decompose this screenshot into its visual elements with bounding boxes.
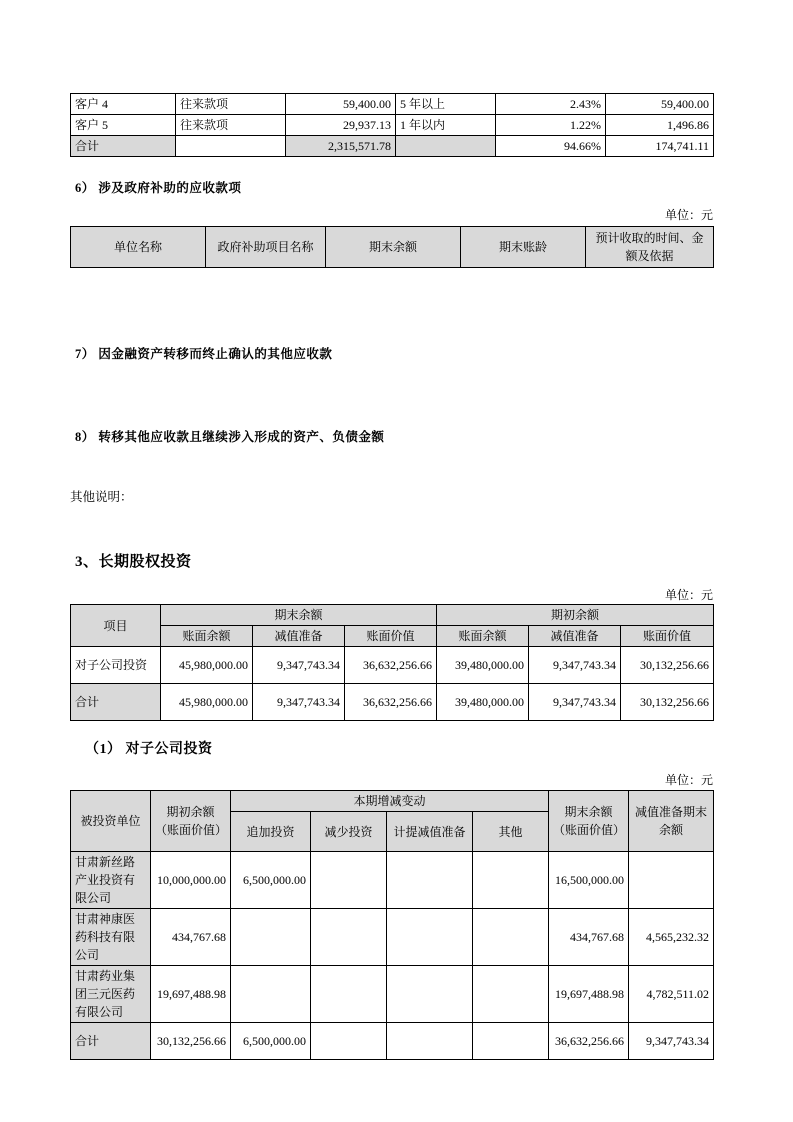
- cell: 9,347,743.34: [629, 1023, 714, 1060]
- cell: 1 年以内: [396, 115, 496, 136]
- column-header: 减值准备: [253, 626, 345, 647]
- column-header: 期初余额（账面价值）: [151, 791, 231, 852]
- table-row: [71, 966, 714, 1023]
- cell: 4,565,232.32: [629, 909, 714, 966]
- cell: 10,000,000.00: [151, 852, 231, 909]
- column-header: 本期增减变动: [231, 791, 549, 812]
- cell: 36,632,256.66: [549, 1023, 629, 1060]
- cell: 94.66%: [496, 136, 606, 157]
- column-header: 期末账龄: [461, 227, 586, 268]
- cell: [311, 909, 387, 966]
- cell: 合计: [71, 136, 176, 157]
- column-header: 账面余额: [437, 626, 529, 647]
- cell: [387, 852, 473, 909]
- cell: 434,767.68: [151, 909, 231, 966]
- cell: [176, 136, 286, 157]
- cell: 6,500,000.00: [231, 1023, 311, 1060]
- table-row-total: [71, 1023, 714, 1060]
- cell: 36,632,256.66: [345, 647, 437, 684]
- table-header-row: [71, 227, 714, 268]
- cell: 16,500,000.00: [549, 852, 629, 909]
- cell: 1,496.86: [606, 115, 714, 136]
- column-header: 减值准备: [529, 626, 621, 647]
- cell: 9,347,743.34: [253, 647, 345, 684]
- cell: 30,132,256.66: [151, 1023, 231, 1060]
- cell: 9,347,743.34: [529, 684, 621, 721]
- subsidiary-investment-heading: （1） 对子公司投资: [85, 742, 213, 757]
- cell: 甘肃新丝路产业投资有限公司: [71, 852, 151, 909]
- section-7-heading: 7） 因金融资产转移而终止确认的其他应收款: [75, 347, 333, 361]
- column-header: 政府补助项目名称: [206, 227, 326, 268]
- cell: 9,347,743.34: [253, 684, 345, 721]
- cell: [311, 852, 387, 909]
- column-header: 项目: [71, 605, 161, 647]
- cell: 5 年以上: [396, 94, 496, 115]
- long-term-investment-heading: 3、长期股权投资: [75, 554, 192, 570]
- table-row: [71, 852, 714, 909]
- table-row-total: [71, 136, 714, 157]
- section-6-heading: 6） 涉及政府补助的应收款项: [75, 181, 242, 195]
- cell: 客户 5: [71, 115, 176, 136]
- cell: [629, 852, 714, 909]
- unit-label: 单位：元: [664, 588, 713, 602]
- cell: 434,767.68: [549, 909, 629, 966]
- cell: 甘肃神康医药科技有限公司: [71, 909, 151, 966]
- cell: 往来款项: [176, 94, 286, 115]
- receivables-table: [70, 93, 714, 157]
- table-row: [71, 647, 714, 684]
- column-header: 期初余额: [437, 605, 714, 626]
- cell: 39,480,000.00: [437, 684, 529, 721]
- cell: 59,400.00: [286, 94, 396, 115]
- cell: 174,741.11: [606, 136, 714, 157]
- cell: 合计: [71, 1023, 151, 1060]
- cell: 甘肃药业集团三元医药有限公司: [71, 966, 151, 1023]
- column-header: 单位名称: [71, 227, 206, 268]
- cell: 合计: [71, 684, 161, 721]
- table-header-row: [71, 605, 714, 626]
- cell: [473, 852, 549, 909]
- cell: [473, 909, 549, 966]
- cell: [311, 1023, 387, 1060]
- table-row: [71, 115, 714, 136]
- cell: [473, 966, 549, 1023]
- unit-label: 单位：元: [664, 208, 713, 222]
- gov-subsidy-table: [70, 226, 714, 268]
- cell: 4,782,511.02: [629, 966, 714, 1023]
- column-header: 期末余额: [326, 227, 461, 268]
- table-row: [71, 94, 714, 115]
- column-header: 账面价值: [345, 626, 437, 647]
- column-header: 减少投资: [311, 812, 387, 852]
- cell: 30,132,256.66: [621, 684, 714, 721]
- cell: 2,315,571.78: [286, 136, 396, 157]
- cell: 30,132,256.66: [621, 647, 714, 684]
- column-header: 期末余额: [161, 605, 437, 626]
- cell: 45,980,000.00: [161, 684, 253, 721]
- cell: 19,697,488.98: [151, 966, 231, 1023]
- cell: [231, 909, 311, 966]
- subsidiary-investment-table: [70, 790, 714, 1060]
- cell: 36,632,256.66: [345, 684, 437, 721]
- other-note: 其他说明：: [70, 490, 133, 504]
- cell: 对子公司投资: [71, 647, 161, 684]
- cell: [396, 136, 496, 157]
- cell: [387, 1023, 473, 1060]
- cell: 客户 4: [71, 94, 176, 115]
- column-header: 账面价值: [621, 626, 714, 647]
- table-header-row: [71, 626, 714, 647]
- cell: [473, 1023, 549, 1060]
- cell: 9,347,743.34: [529, 647, 621, 684]
- cell: [311, 966, 387, 1023]
- column-header: 被投资单位: [71, 791, 151, 852]
- column-header: 期末余额（账面价值）: [549, 791, 629, 852]
- cell: [231, 966, 311, 1023]
- column-header: 账面余额: [161, 626, 253, 647]
- table-header-row: [71, 791, 714, 812]
- column-header: 计提减值准备: [387, 812, 473, 852]
- unit-label: 单位：元: [664, 773, 713, 787]
- table-row-total: [71, 684, 714, 721]
- section-8-heading: 8） 转移其他应收款且继续涉入形成的资产、负债金额: [75, 430, 385, 444]
- column-header: 减值准备期末余额: [629, 791, 714, 852]
- cell: 2.43%: [496, 94, 606, 115]
- cell: 45,980,000.00: [161, 647, 253, 684]
- cell: [387, 966, 473, 1023]
- cell: 6,500,000.00: [231, 852, 311, 909]
- column-header: 预计收取的时间、金额及依据: [586, 227, 714, 268]
- table-row: [71, 909, 714, 966]
- cell: 29,937.13: [286, 115, 396, 136]
- cell: [387, 909, 473, 966]
- cell: 59,400.00: [606, 94, 714, 115]
- cell: 19,697,488.98: [549, 966, 629, 1023]
- cell: 1.22%: [496, 115, 606, 136]
- column-header: 追加投资: [231, 812, 311, 852]
- column-header: 其他: [473, 812, 549, 852]
- long-term-investment-table: [70, 604, 714, 721]
- cell: 往来款项: [176, 115, 286, 136]
- cell: 39,480,000.00: [437, 647, 529, 684]
